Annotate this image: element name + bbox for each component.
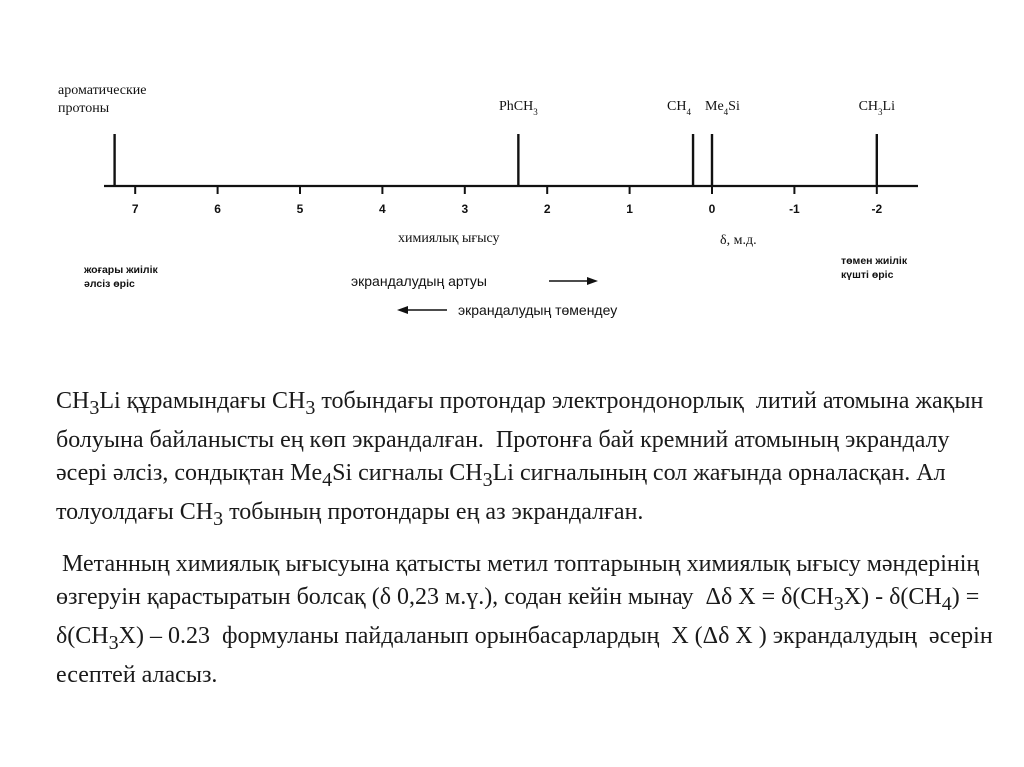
signal-label-phch3: PhCH$_3$ bbox=[498, 99, 538, 117]
tick-label: 2 bbox=[543, 202, 551, 216]
nmr-shift-scale-diagram bbox=[0, 0, 1024, 340]
signal-label-ch4: $CH_4$ bbox=[667, 99, 692, 117]
shielding-decrease-label: экрандалудың төмендеу bbox=[458, 302, 618, 318]
arrow-right-icon bbox=[549, 277, 598, 285]
shielding-increase-label: экрандалудың артуы bbox=[351, 273, 487, 289]
unit-label: δ, м.д. bbox=[720, 233, 757, 248]
explanation-paragraph-2 bbox=[56, 548, 1006, 692]
signal-label-aromatic-line1: ароматические bbox=[58, 83, 147, 98]
axis-label: химиялық ығысу bbox=[398, 231, 500, 246]
tick-label: 7 bbox=[131, 202, 139, 216]
tick-label: 0 bbox=[708, 202, 716, 216]
signal-label-ch3li: $CH_3Li$ bbox=[858, 99, 896, 117]
tick-label: 6 bbox=[214, 202, 221, 216]
signal-label-aromatic-line2: протоны bbox=[58, 101, 110, 116]
low-field-label-line2: әлсіз өріс bbox=[84, 278, 135, 290]
tick-label: 1 bbox=[626, 202, 633, 216]
explanation-paragraph-1: $CH_3Li$ құрамындағы $CH_3$ тобындағы протондар электрондонорлық литий атомына жақын болуына байланысты ең көп экрандалған. Протонға бай кремний атомының экрандалу әсері әлсіз, сондықтан $Me_4Si$ сигналы $CH_3Li$ сигналының сол жағында орналасқан. Ал толуолдағы $CH_3$ тобының протондары ең аз экрандалған. bbox=[56, 388, 984, 530]
tick-label: 5 bbox=[296, 202, 304, 216]
explanation-paragraph-2-text: Метанның химиялық ығысуына қатысты метил топтарының химиялық ығысу мәндерінің өзгеруін қарастыратын болсақ (δ 0,23 м.ү.), содан кейін мынау Δδ $X = \delta(CH_3X) - \delta(CH_4) = \delta(CH_3X) - 0.23$ формуланы пайдаланып орынбасарлардың X (Δδ X ) экрандалудың әсерін есептей аласыз. bbox=[56, 551, 993, 689]
tick-label: -1 bbox=[789, 202, 800, 216]
high-field-label-line2: күшті өріс bbox=[841, 269, 894, 281]
signal-lines bbox=[58, 83, 895, 186]
low-field-label-line1: жоғары жиілік bbox=[84, 264, 158, 276]
arrow-left-icon bbox=[397, 306, 447, 314]
high-field-label-line1: төмен жиілік bbox=[841, 255, 908, 267]
tick-marks bbox=[132, 186, 883, 216]
tick-label: -2 bbox=[871, 202, 883, 216]
tick-label: 3 bbox=[461, 202, 469, 216]
signal-label-me4si: $Me_4Si$ bbox=[705, 99, 740, 117]
tick-label: 4 bbox=[379, 202, 386, 216]
